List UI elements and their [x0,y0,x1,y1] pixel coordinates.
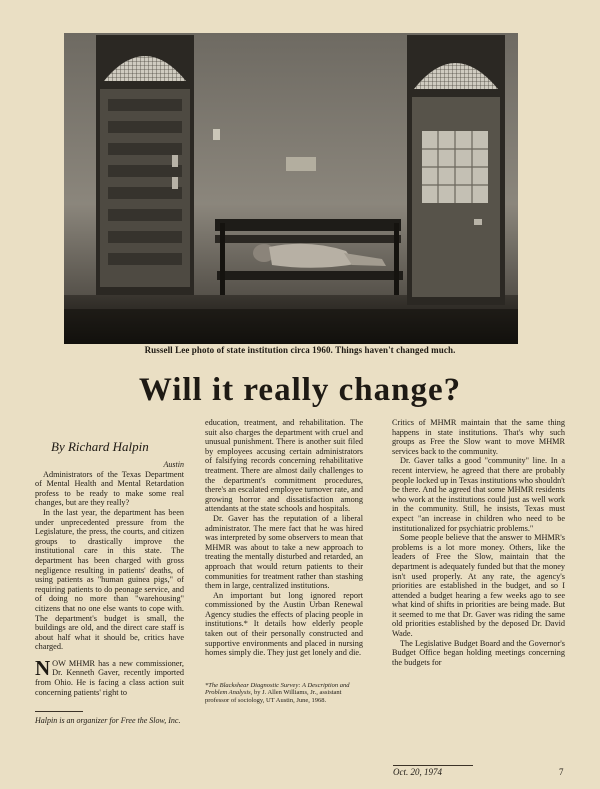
paragraph: The Legislative Budget Board and the Governor's Budget Office began holding meetings concerning the budgets for [392,638,565,667]
headline: Will it really change? [138,372,462,408]
footnote-body: by J. Allen Williams, Jr., assistant professor of sociology, UT Austin, June, 1968. [205,689,342,705]
footnote-text [205,682,363,705]
footnote-title: *The Blackshear Diagnostic Survey: A Description and Problem Analysis, [205,681,350,697]
author-note-rule [35,711,83,712]
paragraph: education, treatment, and rehabilitation. The suit also charges the department with cruel and unusual punishment. There is another suit filed by employees accusing certain administrators of falsifying records concerning rehabilitative treatment. There are almost daily challenges to the department's commitment procedures, there's an escalated employee turnover rate, and growing horror and dissatisfaction among attendants at the state schools and hospitals. [205,418,363,514]
dateline: Austin [163,460,184,469]
photo-image [64,33,518,344]
dropcap-paragraph-text: OW MHMR has a new commissioner, Dr. Kenneth Gaver, recently imported from Ohio. He is facing a class action suit concerning patients' right to [35,658,184,697]
paragraph: Dr. Gaver talks a good "community" line. In a recent interview, he agreed that there are probably people locked up in Texas institutions who shouldn't be there. And he agreed that some MHMR residents who work at the institutions could just as well work in the community. Still, he insists, Texas must expect "an increase in children who need to be institutionalized for psychiatric problems." [392,456,565,533]
paragraph: Some people believe that the answer to MHMR's problems is a lot more money. Others, like the leaders of Free the Slow, maintain that the department is adequately funded but that the money isn't used properly. At any rate, the agency's priorities are established in the budget, and so I attended a budget hearing a few weeks ago to see what kind of shifts in priorities are being made. But it seemed to me that Dr. Gaver was riding the same old priorities established by the deposed Dr. David Wade. [392,533,565,639]
article-column-3 [392,418,565,667]
article-column-2 [205,418,363,705]
drop-cap: N [35,655,51,680]
paragraph-dropcap [35,655,184,697]
footnote [205,682,363,705]
paragraph: Critics of MHMR maintain that the same thing happens in state institutions. That's why such groups as Free the Slow want to move MHMR services back to the community. [392,418,565,456]
photo-caption: Russell Lee photo of state institution circa 1960. Things haven't changed much. [144,345,456,355]
paragraph: An important but long ignored report commissioned by the Austin Urban Renewal Agency studies the effects of placing people in institutions.* It details how elderly people taken out of their personally constructed and supportive environments and placed in nursing homes simply die. They just get lonely and die. [205,590,363,658]
article-column-1 [35,418,184,726]
footer-rule [393,765,473,766]
institution-photo [64,33,518,344]
byline: By Richard Halpin [51,439,149,454]
page-number: 7 [559,767,564,777]
paragraph: In the last year, the department has been under unprecedented pressure from the Legislature, the press, the courts, and citizen groups to drastically improve the institutional care in this state. The department has been charged with gross negligence resulting in patients' deaths, of using patients as "human guinea pigs," of requiring patients to do peonage service, and of doing no more than "warehousing" citizens that no one else wants to cope with. The department's budget is small, the buildings are old, and the direct care staff is about half what it should be, critics have charged. [35,507,184,652]
author-note: Halpin is an organizer for Free the Slow, Inc. [35,716,181,726]
paragraph: Administrators of the Texas Department of Mental Health and Mental Retardation profess to be ready to make some real changes, but are they really? [35,469,184,508]
paragraph: Dr. Gaver has the reputation of a liberal administrator. The mere fact that he was hired was interpreted by some observers to mean that MHMR was about to take a new approach to treating the mentally disturbed and retarded, an approach that would return patients to their communities for treatment rather than stashing them in large, centralized institutions. [205,513,363,591]
issue-date: Oct. 20, 1974 [393,767,442,777]
